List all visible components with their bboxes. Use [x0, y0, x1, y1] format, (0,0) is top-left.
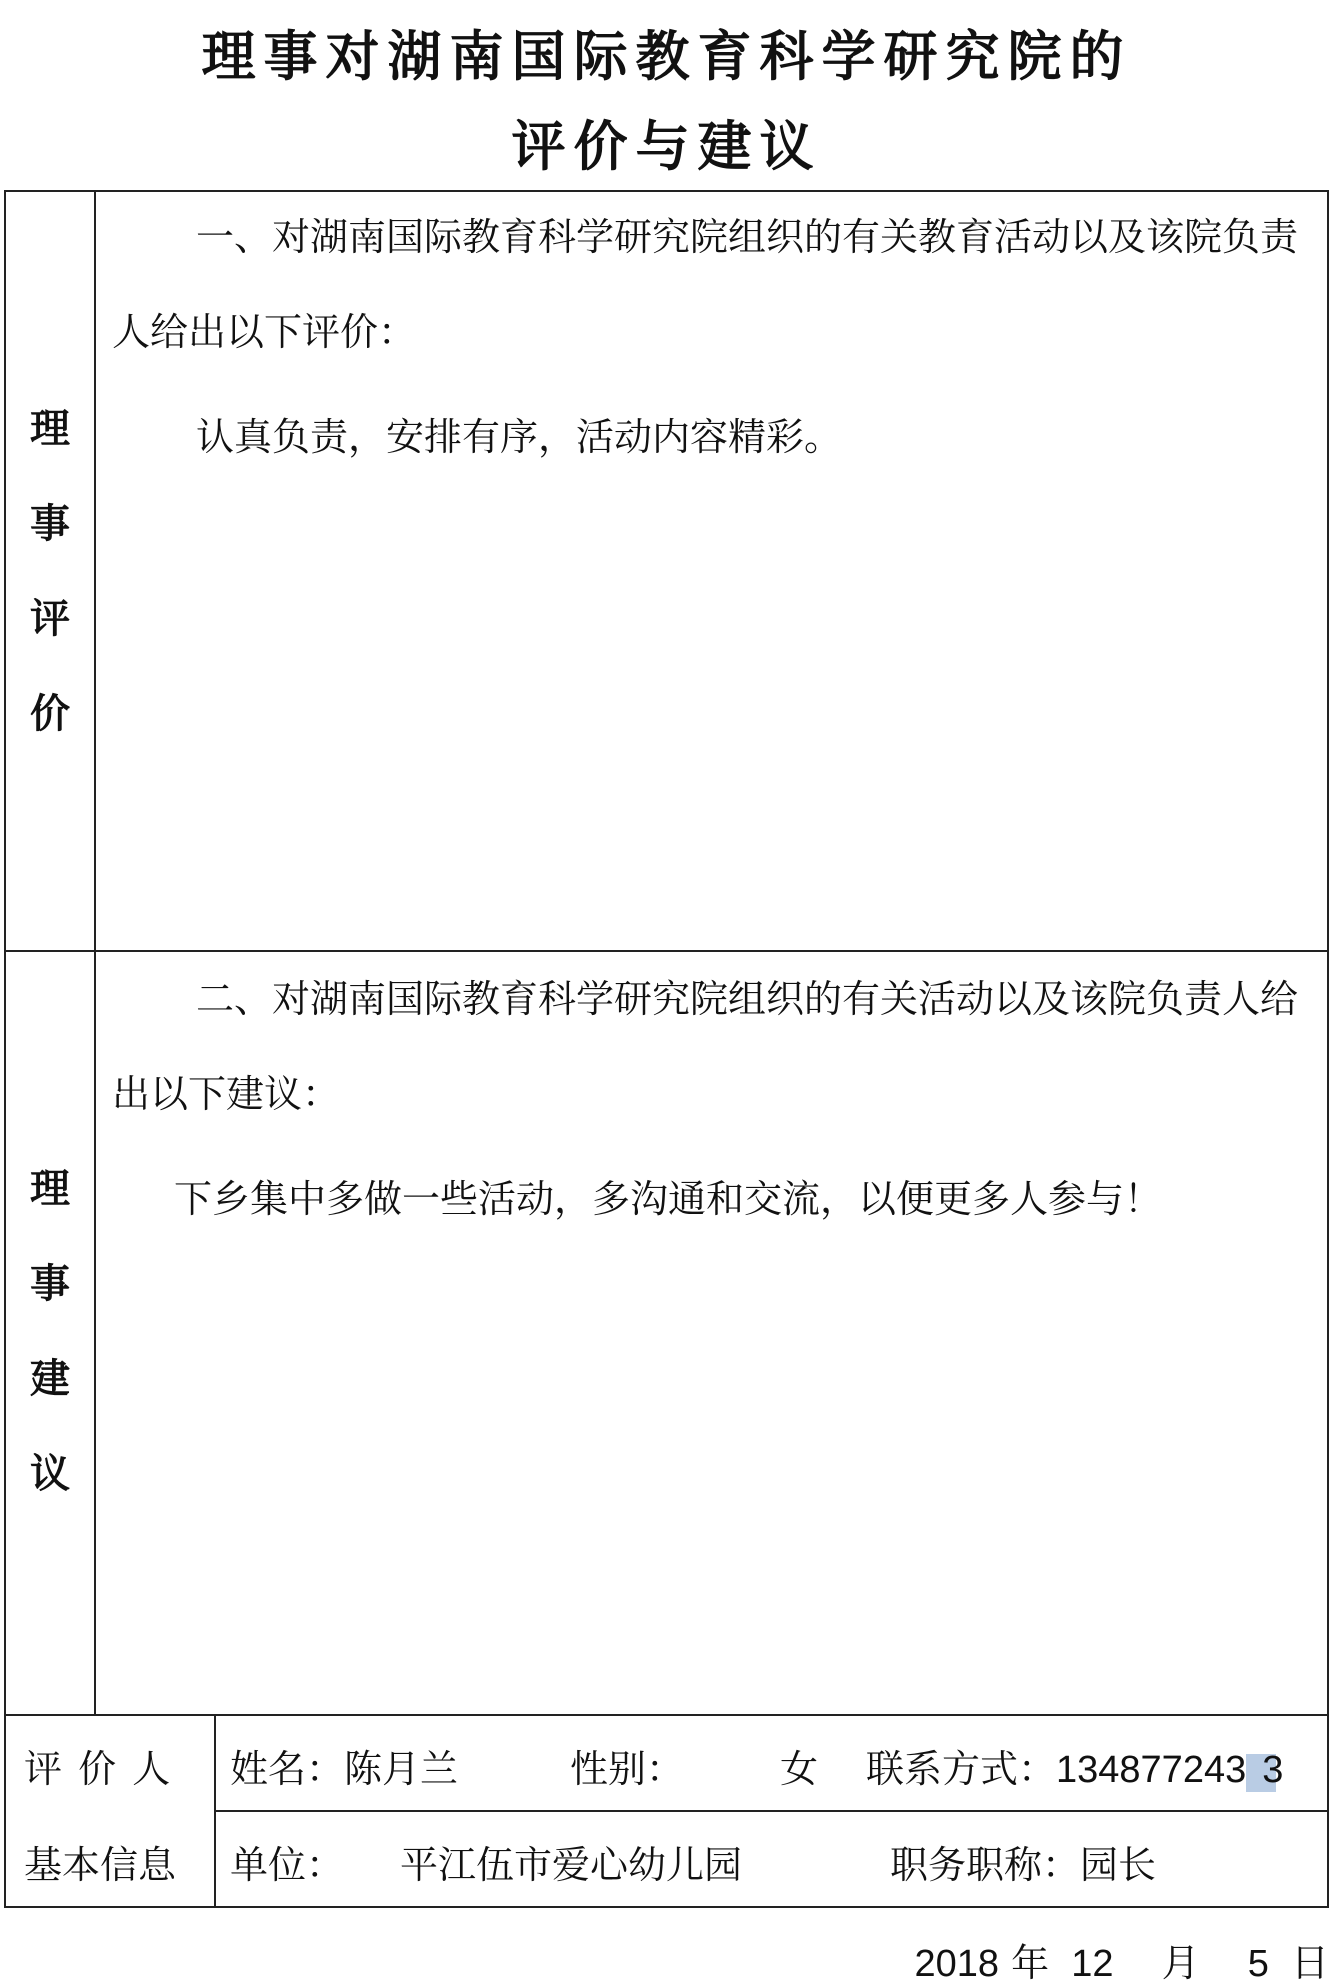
date-day: 5 — [1247, 1943, 1269, 1985]
side-char: 理 — [30, 1166, 70, 1212]
document-title-line2: 评价与建议 — [511, 115, 822, 178]
side-char: 价 — [30, 691, 70, 737]
gender-field — [570, 1738, 684, 1793]
document-title-line1: 理事对湖南国际教育科学研究院的 — [201, 25, 1132, 88]
suggestion-heading: 二、对湖南国际教育科学研究院组织的有关活动以及该院负责人给出以下建议： — [112, 977, 1299, 1116]
gender-label: 性别： — [570, 1747, 685, 1791]
side-char: 事 — [30, 501, 70, 547]
name-value: 陈月兰 — [344, 1747, 459, 1791]
contact-value: 134877243 — [1056, 1749, 1247, 1791]
gender-value: 女 — [780, 1747, 819, 1791]
date-year-unit: 年 — [1011, 1941, 1050, 1985]
side-char: 评 — [30, 596, 70, 642]
date-day-unit: 日 — [1290, 1941, 1329, 1985]
info-row-divider — [214, 1810, 1329, 1812]
date-month: 12 — [1071, 1943, 1114, 1985]
contact-field — [866, 1738, 1283, 1793]
name-field — [230, 1738, 458, 1793]
suggestion-content: 下乡集中多做一些活动，多沟通和交流，以便更多人参与！ — [174, 1177, 1163, 1221]
unit-label: 单位： — [230, 1843, 345, 1887]
evaluation-heading: 一、对湖南国际教育科学研究院组织的有关教育活动以及该院负责人给出以下评价： — [112, 215, 1299, 354]
date-month-unit: 月 — [1161, 1941, 1200, 1985]
unit-field — [230, 1834, 344, 1889]
date-year: 2018 — [914, 1943, 1000, 1985]
name-label: 姓名： — [230, 1747, 345, 1791]
info-label-line1: 评 价 人 — [24, 1747, 173, 1791]
suggestion-side-label — [4, 1142, 96, 1522]
info-divider-vertical — [214, 1714, 216, 1908]
side-char: 议 — [30, 1451, 70, 1497]
position-label: 职务职称： — [890, 1843, 1081, 1887]
evaluation-content: 认真负责，安排有序，活动内容精彩。 — [196, 415, 843, 459]
contact-tail: 3 — [1262, 1749, 1284, 1791]
evaluation-side-label — [4, 382, 96, 762]
unit-value: 平江伍市爱心幼儿园 — [400, 1843, 743, 1887]
side-char: 建 — [30, 1356, 70, 1402]
position-field — [890, 1834, 1156, 1889]
side-char: 理 — [30, 406, 70, 452]
contact-label: 联系方式： — [866, 1747, 1057, 1791]
side-char: 事 — [30, 1261, 70, 1307]
section-divider-2 — [4, 1714, 1329, 1716]
signature-date — [915, 1932, 1329, 1987]
info-label-line2: 基本信息 — [24, 1843, 177, 1887]
position-value: 园长 — [1080, 1843, 1157, 1887]
